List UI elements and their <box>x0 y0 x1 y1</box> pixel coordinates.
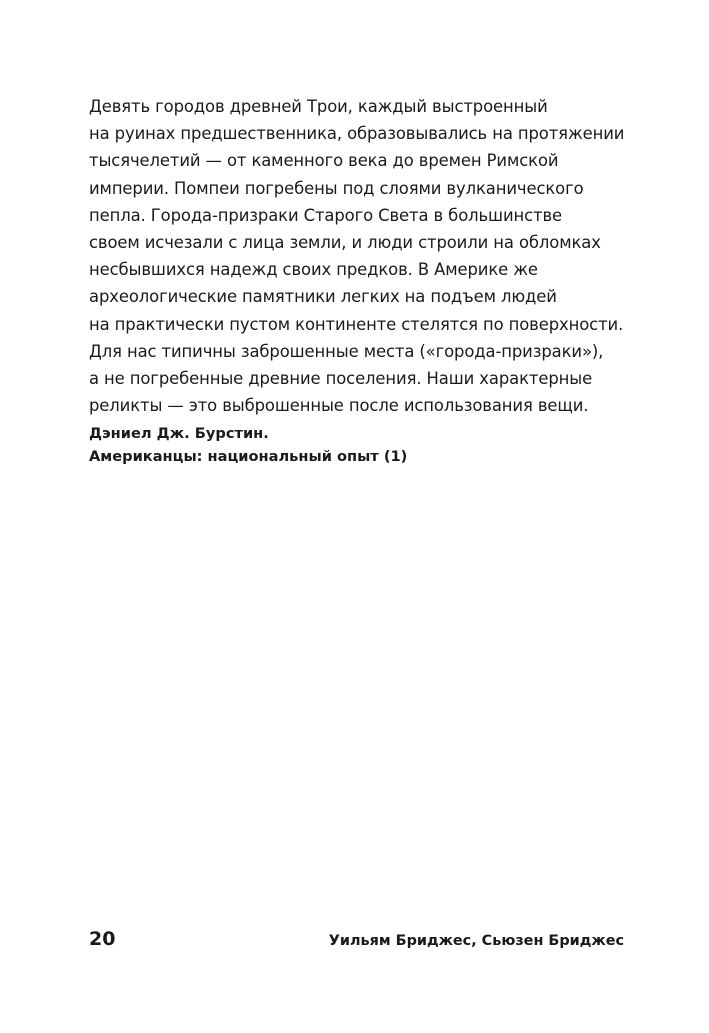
epigraph-line: археологические памятники легких на подъем людей <box>89 287 557 307</box>
attribution-source: Американцы: национальный опыт (1) <box>89 447 408 465</box>
epigraph-line: а не погребенные древние поселения. Наши характерные <box>89 369 593 389</box>
epigraph-attribution <box>89 423 649 468</box>
epigraph-line: Для нас типичны заброшенные места («города-призраки»), <box>89 341 604 361</box>
epigraph-line: пепла. Города-призраки Старого Света в большинстве <box>89 205 563 225</box>
running-head-authors: Уильям Бриджес, Сьюзен Бриджес <box>328 933 624 949</box>
epigraph-line: реликты — это выброшенные после использования вещи. <box>89 396 589 416</box>
epigraph-line: своем исчезали с лица земли, и люди строили на обломках <box>89 233 601 253</box>
epigraph-line: Девять городов древней Трои, каждый выстроенный <box>89 97 548 116</box>
epigraph-line: несбывшихся надежд своих предков. В Америке же <box>89 260 538 280</box>
epigraph-line: империи. Помпеи погребены под слоями вулканического <box>89 178 584 198</box>
epigraph-line: тысячелетий — от каменного века до времен Римской <box>89 151 559 171</box>
epigraph-line: на руинах предшественника, образовывались на протяжении <box>89 124 625 144</box>
page-number: 20 <box>89 928 116 950</box>
epigraph-line: на практически пустом континенте стелятся по поверхности. <box>89 314 624 334</box>
epigraph-text <box>89 93 649 419</box>
attribution-author: Дэниел Дж. Бурстин. <box>89 425 269 443</box>
epigraph <box>89 93 649 468</box>
